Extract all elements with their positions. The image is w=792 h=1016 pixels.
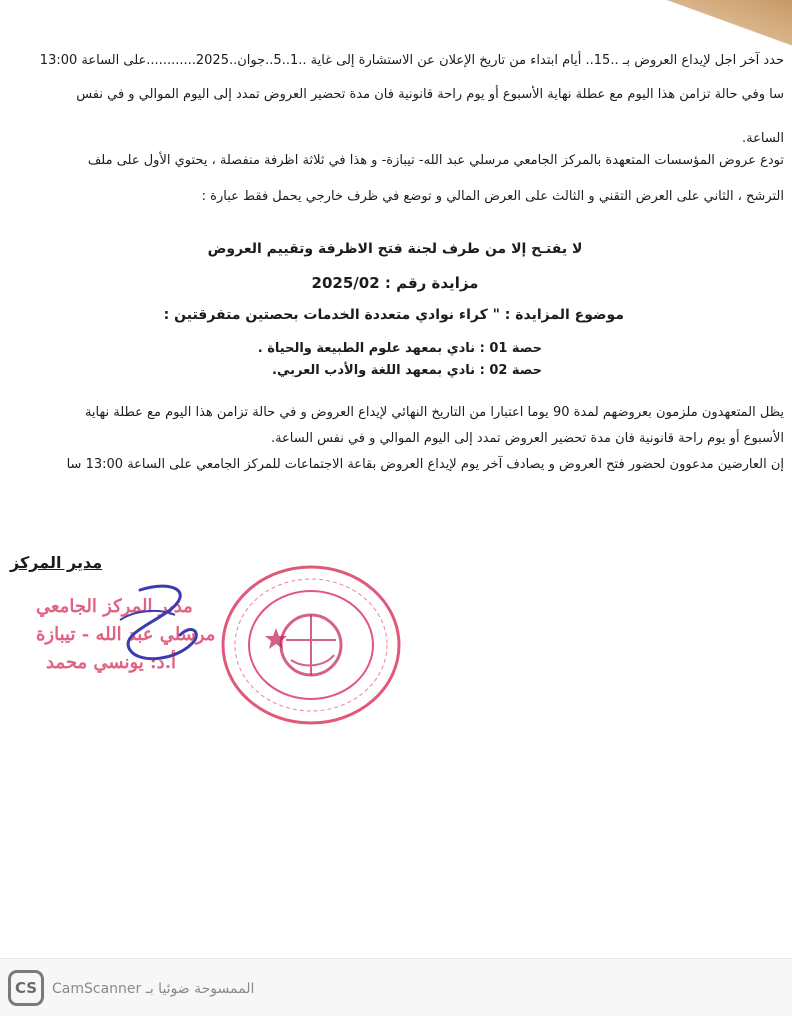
lot-2: حصة 02 : نادي بمعهد اللغة والأدب العربي. <box>272 363 542 378</box>
deadline-line-1: حدد آخر اجل لإيداع العروض بـ ..15.. أيام ابتداء من تاريخ الإعلان عن الاستشارة إلى غاية ..1..5..جوان..2025............على الساعة 13:00 <box>39 53 784 68</box>
validity-line-2: الأسبوع أو يوم راحة قانونية فان مدة تحضير العروض تمدد إلى اليوم الموالي و في نفس الساعة. <box>270 431 784 446</box>
handwritten-signature <box>100 580 210 680</box>
camscanner-logo: CS <box>8 970 44 1006</box>
validity-line-1: يظل المتعهدون ملزمون بعروضهم لمدة 90 يوما اعتبارا من التاريخ النهائي لإيداع العروض و في حالة تزامن هذا اليوم مع عطلة نهاية <box>84 405 784 420</box>
submission-line-2: الترشح ، الثاني على العرض التقني و الثالث على العرض المالي و توضع في ظرف خارجي يحمل فقط عبارة : <box>201 189 784 204</box>
auction-number: مزايدة رقم : 2025/02 <box>311 274 479 292</box>
deadline-line-3: الساعة. <box>742 131 784 146</box>
lot-1: حصة 01 : نادي بمعهد علوم الطبيعة والحياة . <box>257 341 542 356</box>
camscanner-caption: الممسوحة ضوئيا بـ CamScanner <box>52 981 255 997</box>
envelope-line-1: لا يفتـح إلا من طرف لجنة فتح الاظرفة وتقييم العروض <box>207 241 583 257</box>
stamp-line-1: مدير المركز الجامعي <box>36 596 193 617</box>
deadline-line-2: سا وفي حالة تزامن هذا اليوم مع عطلة نهاية الأسبوع أو يوم راحة قانونية فان مدة تحضير العروض تمدد إلى اليوم الموالي و في نفس <box>76 87 784 102</box>
stamp-line-2: مرسلي عبد الله - تيبازة <box>36 624 216 645</box>
submission-line-1: تودع عروض المؤسسات المتعهدة بالمركز الجامعي مرسلي عبد الله- تيبازة- و هذا في ثلاثة اظرفة منفصلة ، يحتوي الأول على ملف <box>87 153 784 168</box>
validity-line-3: إن العارضين مدعوون لحضور فتح العروض و يصادف آخر يوم لإيداع العروض بقاعة الاجتماعات للمركز الجامعي على الساعة 13:00 سا <box>66 457 784 472</box>
official-seal <box>216 560 406 730</box>
auction-subject: موضوع المزايدة : " كراء نوادي متعددة الخدمات بحصتين متفرقتين : <box>163 307 624 323</box>
signature-title: مدير المركز <box>10 553 103 572</box>
stamp-line-3: أ.د: يونسي محمد <box>46 652 176 673</box>
